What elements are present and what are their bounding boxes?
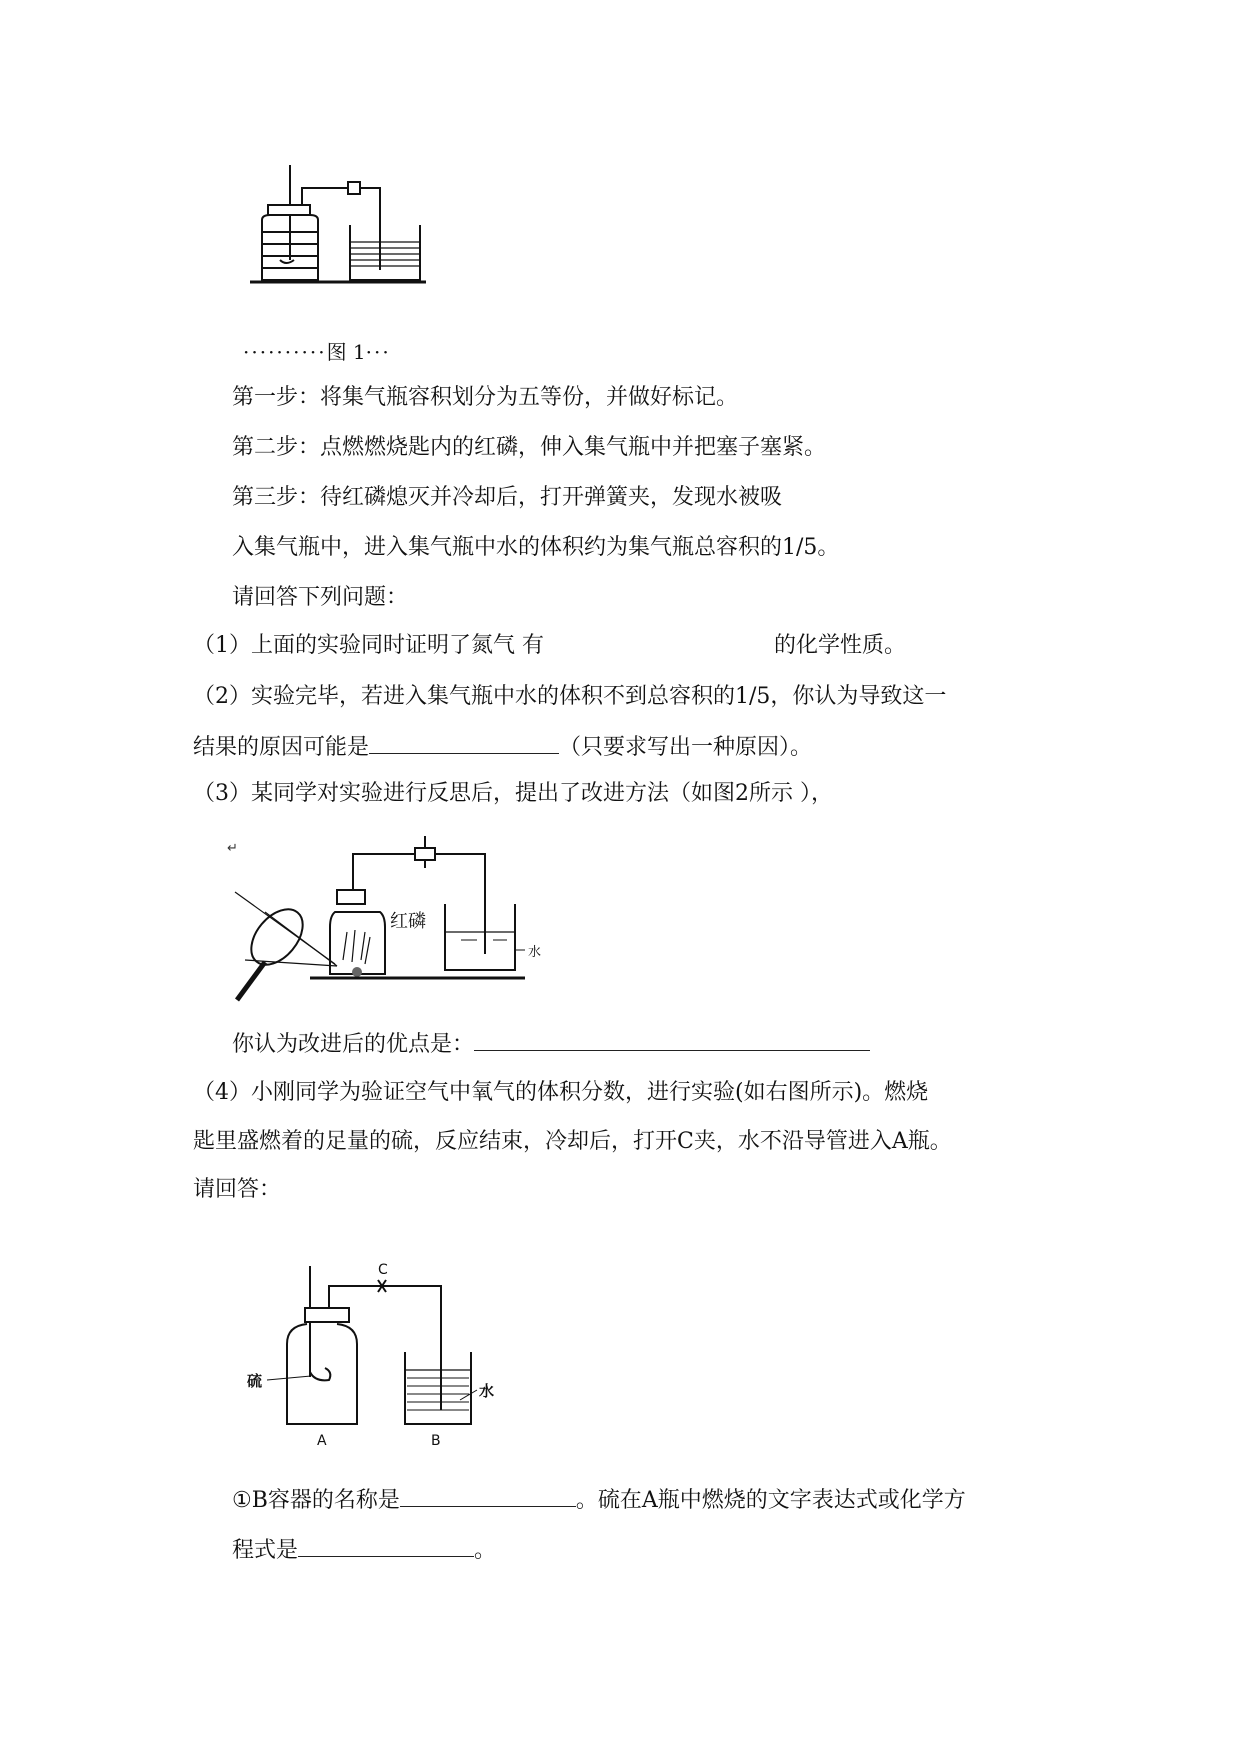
question-2-text: 结果的原因可能是 [193, 735, 370, 760]
question-1-text: （1）上面的实验同时证明了氮气 有 [193, 633, 544, 658]
question-1-text-end: 的化学性质。 [774, 633, 907, 658]
figure-2-water-label: 水 [528, 945, 542, 960]
caption-dots-left: ·········· [243, 340, 327, 364]
question-3: （3）某同学对实验进行反思后，提出了改进方法（如图2所示 ）， [193, 781, 833, 806]
figure-3-sulfur-label: 硫 [247, 1372, 263, 1390]
question-4-1-line-1 [232, 1484, 966, 1516]
question-2-text-end: （只要求写出一种原因）。 [559, 735, 813, 760]
question-4-1-container-blank[interactable] [400, 1484, 576, 1507]
figure-2-mark: ↵ [227, 841, 238, 856]
question-2-line-2 [193, 731, 812, 763]
step-3-continued: 入集气瓶中，进入集气瓶中水的体积约为集气瓶总容积的1/5。 [232, 535, 840, 560]
question-2-line-1: （2）实验完毕，若进入集气瓶中水的体积不到总容积的1/5，你认为导致这一 [193, 684, 947, 709]
question-2-answer-blank[interactable] [369, 731, 559, 754]
question-4-1-equation-blank[interactable] [298, 1534, 474, 1557]
question-4-1-text-middle: 。硫在A瓶中燃烧的文字表达式或化学方 [575, 1488, 966, 1513]
question-4-1-text: ①B容器的名称是 [232, 1488, 400, 1513]
figure-3-beaker-b-label: B [431, 1433, 441, 1449]
question-1 [193, 631, 906, 661]
figure-1-caption: 图 1 [326, 340, 366, 364]
figure-3-apparatus [245, 1262, 505, 1452]
figure-3-clamp-label: C [378, 1262, 388, 1278]
question-3-answer-row [232, 1028, 870, 1060]
caption-dots-right: ··· [365, 340, 391, 364]
figure-1-caption-row [243, 337, 391, 367]
figure-1-apparatus [230, 160, 430, 320]
step-2: 第二步：点燃燃烧匙内的红磷，伸入集气瓶中并把塞子塞紧。 [232, 435, 827, 460]
figure-2-red-phosphorus-label: 红磷 [390, 911, 426, 932]
answer-prompt: 请回答下列问题： [232, 585, 409, 610]
question-4-line-2: 匙里盛燃着的足量的硫，反应结束，冷却后，打开C夹，水不沿导管进入A瓶。 [193, 1129, 952, 1154]
question-4-1-text-2: 程式是 [232, 1538, 299, 1563]
figure-3-bottle-a-label: A [317, 1433, 327, 1449]
step-3: 第三步：待红磷熄灭并冷却后，打开弹簧夹，发现水被吸 [232, 485, 783, 510]
figure-3-water-label: 水 [479, 1382, 495, 1400]
question-4-1-text-end: 。 [474, 1538, 497, 1563]
figure-2-apparatus [225, 832, 545, 1002]
question-4-line-1: （4）小刚同学为验证空气中氧气的体积分数，进行实验(如右图所示)。燃烧 [193, 1080, 929, 1105]
step-1: 第一步：将集气瓶容积划分为五等份，并做好标记。 [232, 385, 739, 410]
question-4-1-line-2 [232, 1534, 496, 1566]
question-3-answer-blank[interactable] [474, 1028, 870, 1051]
question-3-answer-label: 你认为改进后的优点是： [232, 1032, 475, 1057]
question-4-line-3: 请回答： [193, 1177, 282, 1202]
